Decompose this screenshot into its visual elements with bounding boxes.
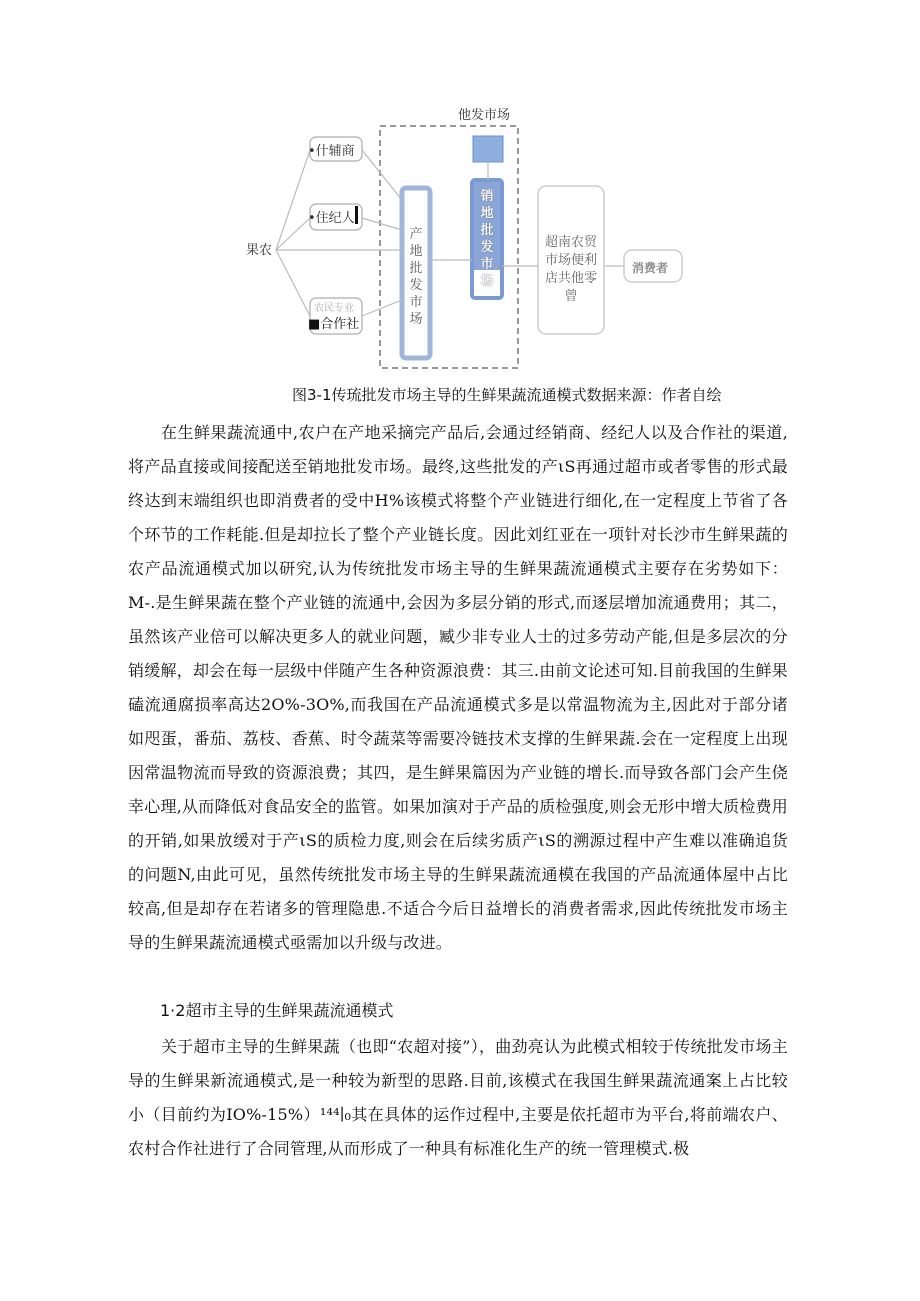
- broker-label: •住纪人: [308, 211, 355, 226]
- other-market-box: [473, 136, 503, 162]
- coop-badge: 农民专业: [314, 303, 354, 314]
- body-paragraph-2: [128, 1030, 788, 1166]
- other-market-label: 他发市场: [458, 108, 511, 123]
- origin-market-label: 产地批发市场: [409, 227, 423, 327]
- figure-caption: 图3-1传琉批发市场主导的生鲜果蔬流通模式数据来源：作者自绘: [292, 386, 722, 404]
- farmer-label: 果农: [246, 243, 273, 258]
- distributor-label: •什辅商: [308, 144, 355, 159]
- retail-label: 超南农贸市场便利店共他零曾: [544, 235, 597, 304]
- section-heading: 1·2超市主导的生鲜果蔬流通模式: [160, 1001, 394, 1020]
- body-paragraph-1: [128, 416, 788, 960]
- paragraph-2-text: 关于超市主导的生鲜果蔬（也即“农超对接”），曲劲亮认为此模式相较于传统批发市场主导的生鲜果新流通模式,是一种较为新型的思路.目前,该模式在我国生鲜果蔬流通案上占比较小（目前约为IO%-15%）¹⁴⁴∣₀其在具体的运作过程中,主要是依托超市为平台,将前端农户、农村合作社进行了合同管理,从而形成了一种具有标准化生产的统一管理模式.极: [128, 1037, 788, 1158]
- supply-chain-diagram: [0, 0, 920, 420]
- paragraph-1-text: 在生鲜果蔬流通中,农户在产地采摘完产品后,会通过经销商、经纪人以及合作社的渠道,将产品直接或间接配送至销地批发市场。最终,这些批发的产ιS再通过超市或者零售的形式最终达到末端组织也即消费者的受中H%该模式将整个产业链进行细化,在一定程度上节省了各个环节的工作耗能.但是却拉长了整个产业链长度。因此刘红亚在一项针对长沙市生鲜果蔬的农产品流通模式加以研究,认为传统批发市场主导的生鲜果蔬流通模式主要存在劣势如下：M-.是生鲜果蔬在整个产业链的流通中,会因为多层分销的形式,而逐层增加流通费用；其二，虽然该产业倍可以解决更多人的就业问题，臧少非专业人士的过多劳动产能,但是多层次的分销缓解，却会在每一层级中伴随产生各种资源浪费：其三.由前文论述可知.目前我国的生鲜果磕流通腐损率高达2O%-3O%,而我国在产品流通模式多是以常温物流为主,因此对于部分诸如咫蛋，番茄、荔枝、香蕉、时令蔬菜等需要冷链技术支撑的生鲜果蔬.会在一定程度上出现因常温物流而导致的资源浪费；其四，是生鲜果篇因为产业链的增长.而导致各部门会产生侥幸心理,从而降低对食品安全的监管。如果加演对于产品的质检强度,则会无形中增大质检费用的开销,如果放缓对于产ιS的质检力度,则会在后续劣质产ιS的溯源过程中产生难以准确追货的问题N,由此可见，虽然传统批发市场主导的生鲜果蔬流通模在我国的产品流通体屋中占比较高,但是却存在若诸多的管理隐患.不适合今后日益增长的消费者需求,因此传统批发市场主导的生鲜果蔬流通模式亟需加以升级与改进。: [128, 423, 788, 952]
- diagram-shapes: [0, 0, 920, 420]
- sales-market-label: 销地批发市场: [480, 189, 494, 289]
- coop-label: ■合作社: [308, 317, 360, 332]
- consumer-label: 消费者: [632, 261, 669, 275]
